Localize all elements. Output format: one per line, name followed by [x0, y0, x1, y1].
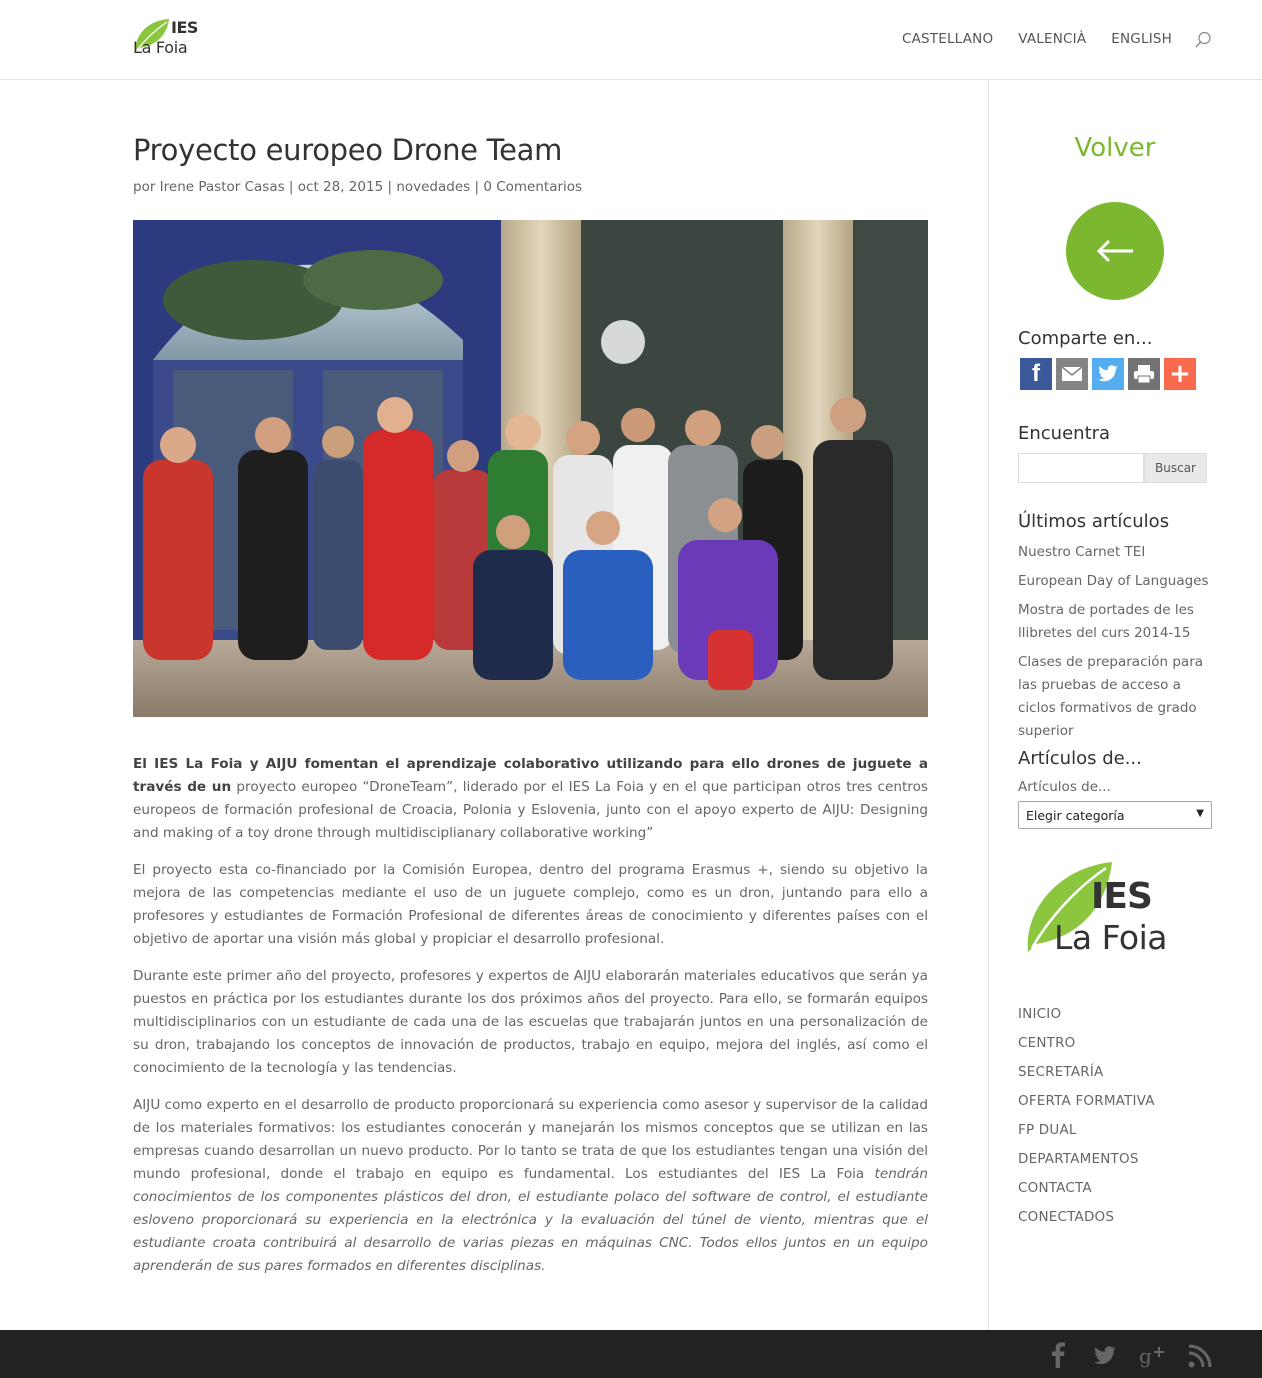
meta-category[interactable]: novedades	[396, 179, 471, 195]
big-logo-foia: La Foia	[1054, 918, 1167, 957]
arrow-left-icon	[1095, 239, 1135, 263]
google-plus-icon[interactable]	[1139, 1344, 1165, 1368]
menu-item-departamentos[interactable]: DEPARTAMENTOS	[1018, 1151, 1139, 1167]
logo-ies-text: IES	[171, 18, 198, 37]
email-icon[interactable]	[1056, 358, 1088, 390]
language-nav	[877, 30, 1212, 48]
nav-english[interactable]: ENGLISH	[1111, 31, 1172, 47]
meta-author[interactable]: Irene Pastor Casas	[159, 179, 285, 195]
meta-separator: |	[383, 179, 397, 195]
paragraph-1	[133, 753, 928, 845]
recent-post-link[interactable]: Mostra de portades de les llibretes del curs 2014-15	[1018, 602, 1194, 641]
paragraph-3: Durante este primer año del proyecto, profesores y expertos de AIJU elaborarán materiales educativos que serán ya puestos en práctica por los estudiantes durante los dos próximos años del proyecto. Para ello, se formarán equipos multidisciplinarios con un estudiante de cada una de las escuelas que trabajarán juntos en una personalización de su dron, trabajando los conceptos de innovación de productos, trabajo en equipo, mejora del inglés, así como el conocimiento de la tecnología y las tendencias.	[133, 968, 928, 1076]
rss-icon[interactable]	[1188, 1344, 1212, 1368]
search-widget-title: Encuentra	[1018, 423, 1111, 444]
category-select-value: Elegir categoría	[1026, 808, 1125, 823]
meta-prefix: por	[133, 179, 160, 195]
menu-item-contacta[interactable]: CONTACTA	[1018, 1180, 1092, 1196]
more-icon[interactable]: +	[1164, 358, 1196, 390]
p4-plain: AIJU como experto en el desarrollo de producto proporcionará su experiencia como asesor y supervisor de la calidad de los materiales formativos: los estudiantes conocerán y manejarán los mismos conceptos que se utilizan en las empresas cuando desarrollan un nuevo producto. Por lo tanto se trata de que los estudiantes tengan una visión del mundo profesional, donde el trabajo en equipo es fundamental. Los estudiantes del IES La Foia	[133, 1097, 928, 1182]
sidebar-logo[interactable]	[1018, 860, 1212, 960]
print-icon[interactable]	[1128, 358, 1160, 390]
site-header	[0, 0, 1262, 80]
recent-post-link[interactable]: Clases de preparación para las pruebas de acceso a ciclos formativos de grado superior	[1018, 654, 1204, 739]
menu-item-inicio[interactable]: INICIO	[1018, 1006, 1062, 1022]
recent-post-link[interactable]: Nuestro Carnet TEI	[1018, 544, 1146, 560]
sidebar-search-button[interactable]: Buscar	[1144, 453, 1207, 483]
twitter-icon[interactable]	[1092, 358, 1124, 390]
facebook-icon[interactable]	[1048, 1342, 1066, 1368]
categories-title: Artículos de...	[1018, 748, 1142, 769]
menu-item-centro[interactable]: CENTRO	[1018, 1035, 1076, 1051]
sidebar-divider	[988, 80, 989, 1330]
recent-post-link[interactable]: European Day of Languages	[1018, 573, 1209, 589]
share-buttons	[1020, 358, 1200, 390]
share-title: Comparte en...	[1018, 328, 1153, 349]
categories-label: Artículos de...	[1018, 779, 1111, 795]
search-icon[interactable]	[1194, 31, 1212, 49]
nav-valencia[interactable]: VALENCIÀ	[1018, 31, 1087, 47]
lead-bold: El IES La Foia y AIJU fomentan el aprendizaje colaborativo utilizando para ello drones de juguete a través de un	[133, 756, 928, 795]
meta-separator: |	[284, 179, 298, 195]
menu-item-oferta-formativa[interactable]: OFERTA FORMATIVA	[1018, 1093, 1155, 1109]
post-title: Proyecto europeo Drone Team	[133, 133, 563, 167]
lead-rest: proyecto europeo “DroneTeam”, liderado por el IES La Foia y en el que participan otros tres centros europeos de formación profesional de Croacia, Polonia y Eslovenia, junto con el apoyo experto de AIJU: Designing and making of a toy drone through multidisciplianary collaborative working”	[133, 779, 929, 841]
group-photo-illustration	[133, 220, 928, 717]
category-select[interactable]	[1018, 801, 1212, 829]
chevron-down-icon: ▼	[1196, 808, 1204, 819]
menu-item-secretaria[interactable]: SECRETARÍA	[1018, 1064, 1104, 1080]
post-meta	[133, 179, 582, 195]
p4-italic: tendrán conocimientos de los componentes plásticos del dron, el estudiante polaco del software de control, el estudiante esloveno proporcionará su experiencia en la electrónica y la evaluación del túnel de viento, mientras que el estudiante croata contribuirá al desarrollo de varias piezas en máquinas CNC. Todos ellos juntos en un equipo aprenderán de sus pares formados en diferentes disciplinas.	[133, 1166, 928, 1274]
facebook-icon[interactable]: f	[1020, 358, 1052, 390]
meta-separator: |	[470, 179, 484, 195]
recent-title: Últimos artículos	[1018, 511, 1170, 532]
meta-date: oct 28, 2015	[297, 179, 384, 195]
menu-item-conectados[interactable]: CONECTADOS	[1018, 1209, 1115, 1225]
big-logo-ies: IES	[1091, 876, 1152, 917]
volver-heading: Volver	[1074, 133, 1156, 163]
site-footer	[0, 1330, 1262, 1378]
twitter-icon[interactable]	[1093, 1346, 1117, 1366]
nav-castellano[interactable]: CASTELLANO	[901, 31, 994, 47]
sidebar-search-input[interactable]	[1018, 453, 1144, 483]
post-content	[133, 753, 928, 1292]
paragraph-4	[133, 1094, 928, 1278]
meta-comments[interactable]: 0 Comentarios	[483, 179, 583, 195]
svg-text:g: g	[1139, 1344, 1152, 1368]
post-featured-image	[133, 220, 928, 717]
sidebar-menu	[1018, 1000, 1155, 1232]
recent-posts-list	[1018, 541, 1218, 749]
paragraph-2: El proyecto esta co-financiado por la Comisión Europea, dentro del programa Erasmus +, siendo su objetivo la mejora de las competencias mediante el uso de un juguete complejo, como es un dron, juntando para ello a profesores y estudiantes de Formación Profesional de diferentes áreas de conocimiento y diferentes países con el objetivo de aportar una visión más global y propiciar el desarrollo profesional.	[133, 862, 928, 947]
back-button[interactable]	[1066, 202, 1164, 300]
menu-item-fp-dual[interactable]: FP DUAL	[1018, 1122, 1077, 1138]
logo-foia-text: La Foia	[133, 38, 188, 57]
site-logo[interactable]	[133, 16, 213, 60]
